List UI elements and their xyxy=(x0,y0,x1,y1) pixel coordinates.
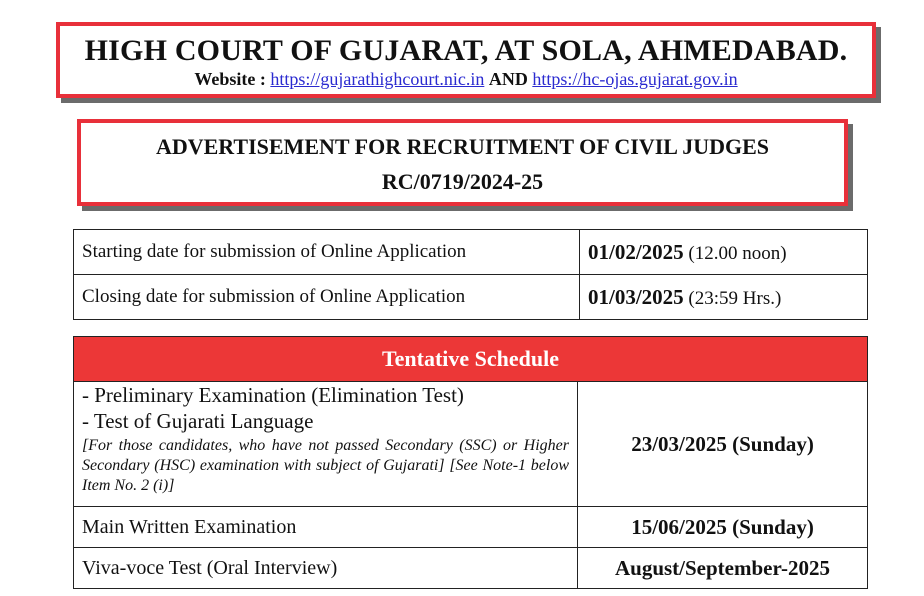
website-line xyxy=(60,68,872,90)
close-time: (23:59 Hrs.) xyxy=(688,287,782,309)
main-exam-date: 15/06/2025 (Sunday) xyxy=(578,507,868,548)
table-row xyxy=(74,548,868,589)
start-date: 01/02/2025 xyxy=(588,239,684,264)
prelim-exam-label: - Preliminary Examination (Elimination Test) xyxy=(82,383,464,407)
and-text: AND xyxy=(488,69,528,89)
prelim-date: 23/03/2025 (Sunday) xyxy=(578,382,868,507)
tentative-schedule-table xyxy=(73,336,868,589)
table-row xyxy=(74,275,868,320)
start-date-label: Starting date for submission of Online Application xyxy=(74,230,580,275)
hc-ojas-link[interactable]: https://hc-ojas.gujarat.gov.in xyxy=(532,69,738,89)
main-exam-label: Main Written Examination xyxy=(74,507,578,548)
schedule-heading-row xyxy=(74,337,868,382)
advertisement-title: ADVERTISEMENT FOR RECRUITMENT OF CIVIL JUDGES xyxy=(155,134,770,159)
gujarat-high-court-link[interactable]: https://gujarathighcourt.nic.in xyxy=(270,69,485,89)
advertisement-ref: RC/0719/2024-25 xyxy=(381,169,544,194)
viva-date: August/September-2025 xyxy=(578,548,868,589)
close-date-label: Closing date for submission of Online Application xyxy=(74,275,580,320)
table-row xyxy=(74,230,868,275)
prelim-cell xyxy=(74,382,578,507)
schedule-heading: Tentative Schedule xyxy=(74,337,868,382)
viva-label: Viva-voce Test (Oral Interview) xyxy=(74,548,578,589)
court-title: HIGH COURT OF GUJARAT, AT SOLA, AHMEDABAD. xyxy=(84,34,848,67)
start-date-cell xyxy=(580,230,868,275)
table-row xyxy=(74,507,868,548)
court-header-box xyxy=(56,22,876,98)
application-dates-table xyxy=(73,229,868,320)
website-label: Website : xyxy=(194,69,266,89)
gujarati-test-label: - Test of Gujarati Language xyxy=(82,409,314,433)
close-date: 01/03/2025 xyxy=(588,284,684,309)
advertisement-box xyxy=(77,119,848,206)
gujarati-test-note: [For those candidates, who have not passed Secondary (SSC) or Higher Secondary (HSC) examination with subject of Gujarati] [See Note-1 below Item No. 2 (i)] xyxy=(82,437,569,494)
table-row xyxy=(74,382,868,507)
close-date-cell xyxy=(580,275,868,320)
start-time: (12.00 noon) xyxy=(688,242,787,264)
